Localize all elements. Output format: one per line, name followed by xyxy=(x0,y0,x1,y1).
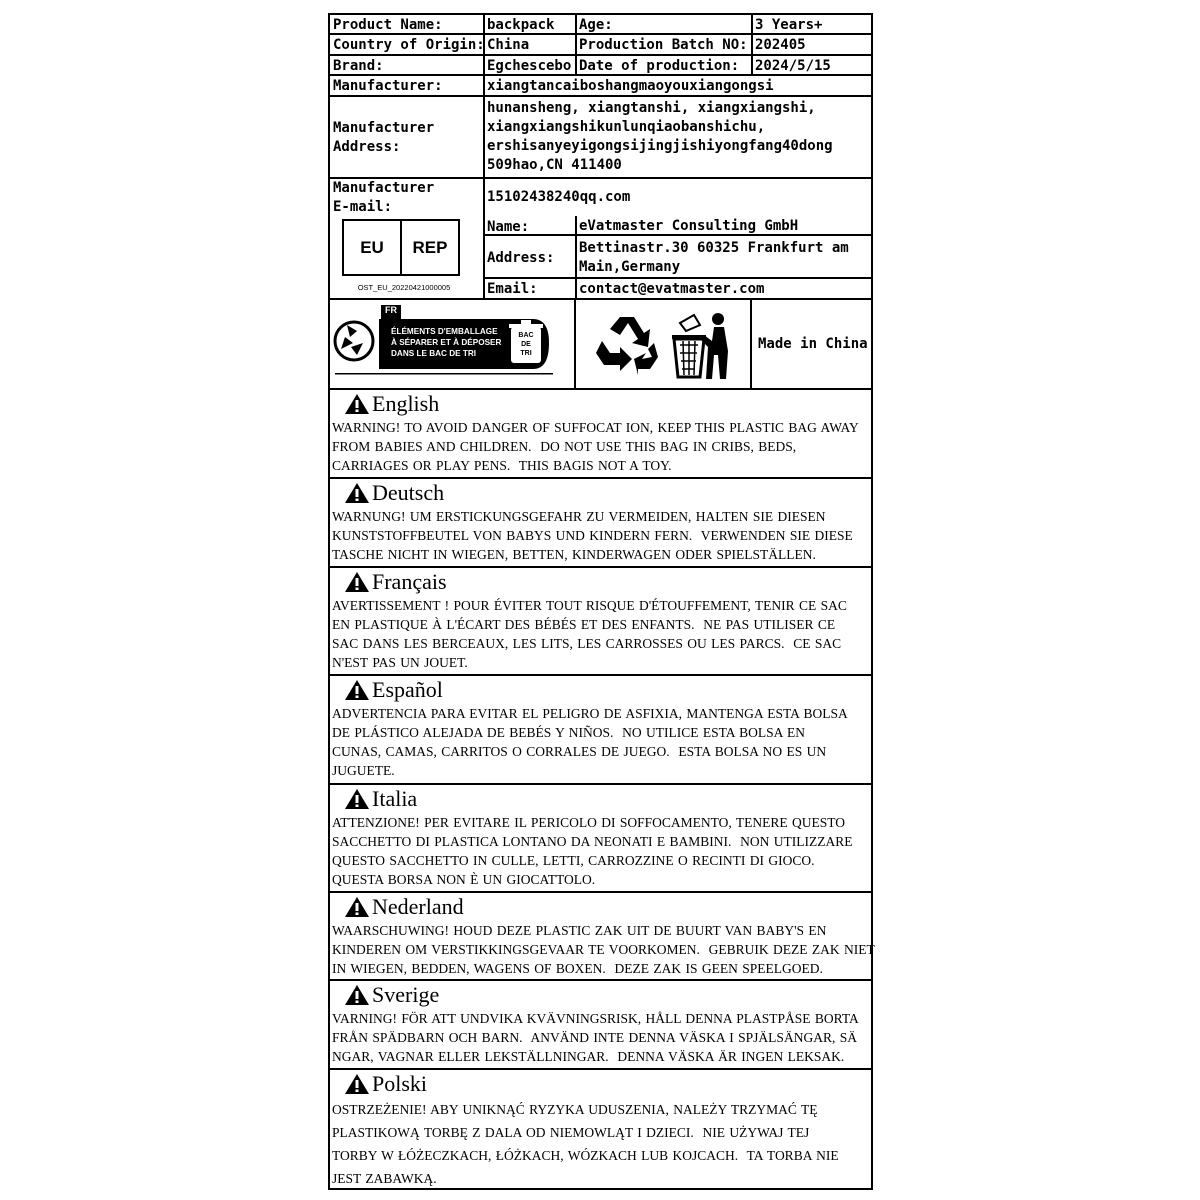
batch-label: Production Batch NO: xyxy=(579,37,748,53)
warning-text-line: TASCHE NICHT IN WIEGEN, BETTEN, KINDERWAGEN ODER SPIELSTÄLLEN. xyxy=(332,547,816,562)
warning-triangle-icon xyxy=(344,393,370,415)
eu-rep-name: eVatmaster Consulting GmbH xyxy=(579,218,799,234)
eu-rep-email-label: Email: xyxy=(487,281,538,297)
table-rule xyxy=(575,216,577,298)
address-line: 509hao,CN 411400 xyxy=(487,157,622,173)
section-rule xyxy=(330,674,871,676)
warning-triangle-icon xyxy=(344,482,370,504)
date-value: 2024/5/15 xyxy=(755,58,831,74)
warning-heading xyxy=(344,787,417,811)
warning-heading xyxy=(344,983,439,1007)
warning-text-line: EN PLASTIQUE À L'ÉCART DES BÉBÉS ET DES ENFANTS. NE PAS UTILISER CE xyxy=(332,617,836,632)
warning-text-line: SAC DANS LES BERCEAUX, LES LITS, LES CARROSSES OU LES PARCS. CE SAC xyxy=(332,636,842,651)
warning-text-line: KINDEREN OM VERSTIKKINGSGEVAAR TE VOORKOMEN. GEBRUIK DEZE ZAK NIET xyxy=(332,942,875,957)
warning-triangle-icon xyxy=(344,984,370,1006)
table-rule xyxy=(483,15,485,298)
warning-text-line: QUESTA BORSA NON È UN GIOCATTOLO. xyxy=(332,872,596,887)
warning-heading xyxy=(344,392,439,416)
warning-text-line: FRÅN SPÄDBARN OCH BARN. ANVÄND INTE DENNA VÄSKA I SPJÄLSÄNGAR, SÄ xyxy=(332,1030,857,1045)
manufacturer-label: Manufacturer: xyxy=(333,78,443,94)
eu-rep-badge-right: REP xyxy=(400,221,458,274)
warning-text-line: WARNING! TO AVOID DANGER OF SUFFOCAT ION, KEEP THIS PLASTIC BAG AWAY xyxy=(332,420,859,435)
warning-language: Italia xyxy=(372,786,418,811)
email-label: E-mail: xyxy=(333,199,393,215)
warning-text-line: FROM BABIES AND CHILDREN. DO NOT USE THIS BAG IN CRIBS, BEDS, xyxy=(332,439,797,454)
warning-text-line: ADVERTENCIA PARA EVITAR EL PELIGRO DE ASFIXIA, MANTENGA ESTA BOLSA xyxy=(332,706,848,721)
brand-label: Brand: xyxy=(333,58,384,74)
triman-line: ÉLÉMENTS D'EMBALLAGE xyxy=(391,327,498,336)
made-in-label: Made in China xyxy=(758,336,868,352)
triman-badge: FR xyxy=(385,305,397,315)
warning-language: English xyxy=(372,391,440,416)
manufacturer-value: xiangtancaiboshangmaoyouxiangongsi xyxy=(487,78,774,94)
eu-rep-badge-left: EU xyxy=(360,237,384,257)
warning-triangle-icon xyxy=(344,571,370,593)
warning-text-line: NGAR, VAGNAR ELLER LEKSTÄLLNINGAR. DENNA VÄSKA ÄR INGEN LEKSAK. xyxy=(332,1049,845,1064)
warning-text-line: OSTRZEŻENIE! ABY UNIKNĄĆ RYZYKA UDUSZENIA, NALEŻY TRZYMAĆ TĘ xyxy=(332,1102,818,1117)
warning-language: Sverige xyxy=(372,982,440,1007)
recycle-icon xyxy=(594,313,660,375)
manufacturer-email: 15102438240qq.com xyxy=(487,189,631,205)
warning-text-line: WARNUNG! UM ERSTICKUNGSGEFAHR ZU VERMEIDEN, HALTEN SIE DIESEN xyxy=(332,509,826,524)
product-label xyxy=(328,13,873,1190)
section-rule xyxy=(330,783,871,785)
country-value: China xyxy=(487,37,530,53)
triman-bin-line: TRI xyxy=(520,350,532,357)
tidyman-icon xyxy=(670,311,736,381)
table-rule xyxy=(750,298,752,388)
table-rule xyxy=(751,15,753,75)
eu-rep-badge xyxy=(342,219,460,276)
warning-text-line: CUNAS, CAMAS, CARRITOS O CORRALES DE JUEGO. ESTA BOLSA NO ES UN xyxy=(332,744,827,759)
triman-line: À SÉPARER ET À DÉPOSER xyxy=(391,338,502,347)
warning-text-line: SACCHETTO DI PLASTICA LONTANO DA NEONATI E BAMBINI. NON UTILIZZARE xyxy=(332,834,853,849)
eu-rep-address-label: Address: xyxy=(487,250,555,266)
warning-language: Français xyxy=(372,569,447,594)
batch-value: 202405 xyxy=(755,37,806,53)
triman-bin-label xyxy=(513,331,539,358)
warning-text-line: AVERTISSEMENT ! POUR ÉVITER TOUT RISQUE D'ÉTOUFFEMENT, TENIR CE SAC xyxy=(332,598,847,613)
warning-text-line: DE PLÁSTICO ALEJADA DE BEBÉS Y NIÑOS. NO UTILICE ESTA BOLSA EN xyxy=(332,725,806,740)
address-line: hunansheng, xiangtanshi, xiangxiangshi, xyxy=(487,100,816,116)
warning-triangle-icon xyxy=(344,1073,370,1095)
warning-heading xyxy=(344,895,464,919)
email-label: Manufacturer xyxy=(333,180,435,196)
table-rule xyxy=(574,298,576,388)
age-label: Age: xyxy=(579,17,613,33)
warning-text-line: QUESTO SACCHETTO IN CULLE, LETTI, CARROZZINE O RECINTI DI GIOCO. xyxy=(332,853,815,868)
warning-heading xyxy=(344,481,444,505)
product-name-label: Product Name: xyxy=(333,17,443,33)
table-rule xyxy=(575,15,577,75)
warning-triangle-icon xyxy=(344,679,370,701)
address-line: ershisanyeyigongsijingjishiyongfang40dong xyxy=(487,138,833,154)
warning-text-line: N'EST PAS UN JOUET. xyxy=(332,655,468,670)
eu-rep-email: contact@evatmaster.com xyxy=(579,281,765,297)
warning-heading xyxy=(344,678,443,702)
warning-language: Deutsch xyxy=(372,480,445,505)
warning-text-line: CARRIAGES OR PLAY PENS. THIS BAGIS NOT A TOY. xyxy=(332,458,672,473)
section-rule xyxy=(330,1068,871,1070)
warning-text-line: JUGUETE. xyxy=(332,763,395,778)
section-rule xyxy=(330,566,871,568)
address-line: xiangxiangshikunlunqiaobanshichu, xyxy=(487,119,766,135)
product-name-value: backpack xyxy=(487,17,555,33)
warning-heading xyxy=(344,570,447,594)
address-label: Address: xyxy=(333,139,401,155)
table-rule xyxy=(330,388,871,390)
warning-text-line: JEST ZABAWKĄ. xyxy=(332,1171,437,1186)
triman-bin-line: DE xyxy=(521,341,531,348)
triman-bin-line: BAC xyxy=(518,332,534,339)
warning-triangle-icon xyxy=(344,896,370,918)
warning-text-line: IN WIEGEN, BEDDEN, WAGENS OF BOXEN. DEZE ZAK IS GEEN SPEELGOED. xyxy=(332,961,823,976)
warning-text-line: VARNING! FÖR ATT UNDVIKA KVÄVNINGSRISK, HÅLL DENNA PLASTPÅSE BORTA xyxy=(332,1011,859,1026)
warning-text-line: ATTENZIONE! PER EVITARE IL PERICOLO DI SOFFOCAMENTO, TENERE QUESTO xyxy=(332,815,846,830)
warning-text-line: KUNSTSTOFFBEUTEL VON BABYS UND KINDERN FERN. VERWENDEN SIE DIESE xyxy=(332,528,853,543)
eu-rep-code: OST_EU_20220421000005 xyxy=(357,283,451,292)
section-rule xyxy=(330,477,871,479)
eu-rep-name-label: Name: xyxy=(487,219,530,235)
eu-rep-address-line: Bettinastr.30 60325 Frankfurt am xyxy=(579,240,849,256)
section-rule xyxy=(330,891,871,893)
triman-line: DANS LE BAC DE TRI xyxy=(391,349,477,358)
brand-value: Egchescebo xyxy=(487,58,572,74)
country-label: Country of Origin: xyxy=(333,37,485,53)
warning-triangle-icon xyxy=(344,788,370,810)
eu-rep-address-line: Main,Germany xyxy=(579,259,681,275)
warning-heading xyxy=(344,1072,427,1096)
date-label: Date of production: xyxy=(579,58,740,74)
table-rule xyxy=(483,277,871,279)
triman-logo xyxy=(333,303,553,385)
warning-text-line: TORBY W ŁÓŻECZKACH, ŁÓŻKACH, WÓZKACH LUB KOJCACH. TA TORBA NIE xyxy=(332,1148,839,1163)
warning-text-line: PLASTIKOWĄ TORBĘ Z DALA OD NIEMOWLĄT I DZIECI. NIE UŻYWAJ TEJ xyxy=(332,1125,810,1140)
warning-language: Español xyxy=(372,677,443,702)
section-rule xyxy=(330,979,871,981)
warning-language: Nederland xyxy=(372,894,464,919)
age-value: 3 Years+ xyxy=(755,17,823,33)
warning-language: Polski xyxy=(372,1071,428,1096)
address-label: Manufacturer xyxy=(333,120,435,136)
warning-text-line: WAARSCHUWING! HOUD DEZE PLASTIC ZAK UIT DE BUURT VAN BABY'S EN xyxy=(332,923,827,938)
